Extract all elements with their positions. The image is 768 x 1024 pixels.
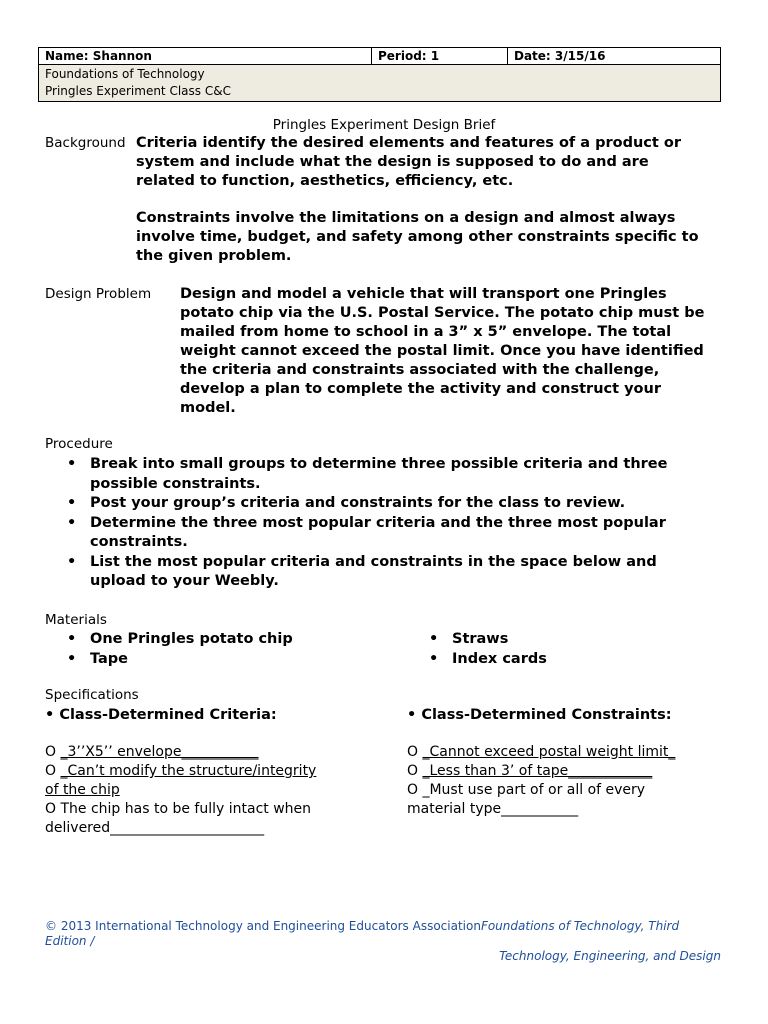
specifications-label: Specifications xyxy=(45,687,139,703)
period-cell: Period: 1 xyxy=(372,48,508,65)
list-item: • One Pringles potato chip xyxy=(45,630,375,650)
constraint-item: O _Less than 3’ of tape____________ xyxy=(407,763,653,779)
design-problem-line: potato chip via the U.S. Postal Service. The potato chip must be xyxy=(180,305,705,321)
background-line: system and include what the design is supposed to do and are xyxy=(136,154,649,170)
name-cell: Name: Shannon xyxy=(39,48,372,65)
constraints-heading: • Class-Determined Constraints: xyxy=(407,707,672,723)
list-item: • Determine the three most popular criteria and the three most popular constraints. xyxy=(45,514,745,553)
date-cell: Date: 3/15/16 xyxy=(508,48,721,65)
book-title-cont: Edition / xyxy=(45,934,95,948)
list-item: • Tape xyxy=(45,650,375,670)
list-item: • Break into small groups to determine three possible criteria and three possible constraints. xyxy=(45,455,745,494)
constraint-item: O _Cannot exceed postal weight limit_ xyxy=(407,744,676,760)
criteria-item: O _Can’t modify the structure/integrity xyxy=(45,763,317,779)
design-problem-line: model. xyxy=(180,400,236,416)
design-problem-text xyxy=(180,285,740,418)
criteria-item-cont: of the chip xyxy=(45,782,120,798)
background-p1 xyxy=(136,134,736,191)
criteria-item: O The chip has to be fully intact when xyxy=(45,801,312,817)
book-subtitle: Technology, Engineering, and Design xyxy=(499,949,721,963)
criteria-list xyxy=(45,743,385,838)
procedure-list xyxy=(45,455,745,592)
constraint-item: O _Must use part of or all of every xyxy=(407,782,646,798)
background-label: Background xyxy=(45,135,126,151)
footer-right xyxy=(499,949,721,963)
background-line: the given problem. xyxy=(136,248,292,264)
materials-label: Materials xyxy=(45,612,107,628)
design-problem-line: develop a plan to complete the activity and construct your xyxy=(180,381,661,397)
book-title: Foundations of Technology, Third xyxy=(480,919,680,933)
design-problem-line: Design and model a vehicle that will transport one Pringles xyxy=(180,286,667,302)
background-line: involve time, budget, and safety among other constraints specific to xyxy=(136,229,699,245)
list-item: • List the most popular criteria and constraints in the space below and upload to your Weebly. xyxy=(45,553,745,592)
constraint-item-cont: material type___________ xyxy=(407,801,579,817)
background-p2 xyxy=(136,209,736,266)
list-item: • Post your group’s criteria and constraints for the class to review. xyxy=(45,494,745,514)
design-problem-line: the criteria and constraints associated with the challenge, xyxy=(180,362,660,378)
constraints-list xyxy=(407,743,747,819)
background-line: Criteria identify the desired elements and features of a product or xyxy=(136,135,681,151)
header-table xyxy=(38,47,721,102)
background-line: Constraints involve the limitations on a design and almost always xyxy=(136,210,676,226)
page-title: Pringles Experiment Design Brief xyxy=(272,117,496,133)
materials-left-list xyxy=(45,630,375,669)
course-cell xyxy=(39,65,721,102)
design-problem-line: mailed from home to school in a 3” x 5” envelope. The total xyxy=(180,324,672,340)
design-problem-line: weight cannot exceed the postal limit. Once you have identified xyxy=(180,343,704,359)
course-name: Foundations of Technology xyxy=(45,67,205,81)
background-line: related to function, aesthetics, efficiency, etc. xyxy=(136,173,514,189)
criteria-item: O _3’’X5’’ envelope___________ xyxy=(45,744,259,760)
procedure-label: Procedure xyxy=(45,436,113,452)
class-name: Pringles Experiment Class C&C xyxy=(45,84,231,98)
footer xyxy=(45,919,735,949)
copyright-text: © 2013 International Technology and Engineering Educators Association xyxy=(45,919,481,933)
list-item: • Straws xyxy=(407,630,737,650)
design-problem-label: Design Problem xyxy=(45,286,152,302)
materials-right-list xyxy=(407,630,737,669)
criteria-item-cont: delivered______________________ xyxy=(45,820,265,836)
criteria-heading: • Class-Determined Criteria: xyxy=(45,707,277,723)
list-item: • Index cards xyxy=(407,650,737,670)
